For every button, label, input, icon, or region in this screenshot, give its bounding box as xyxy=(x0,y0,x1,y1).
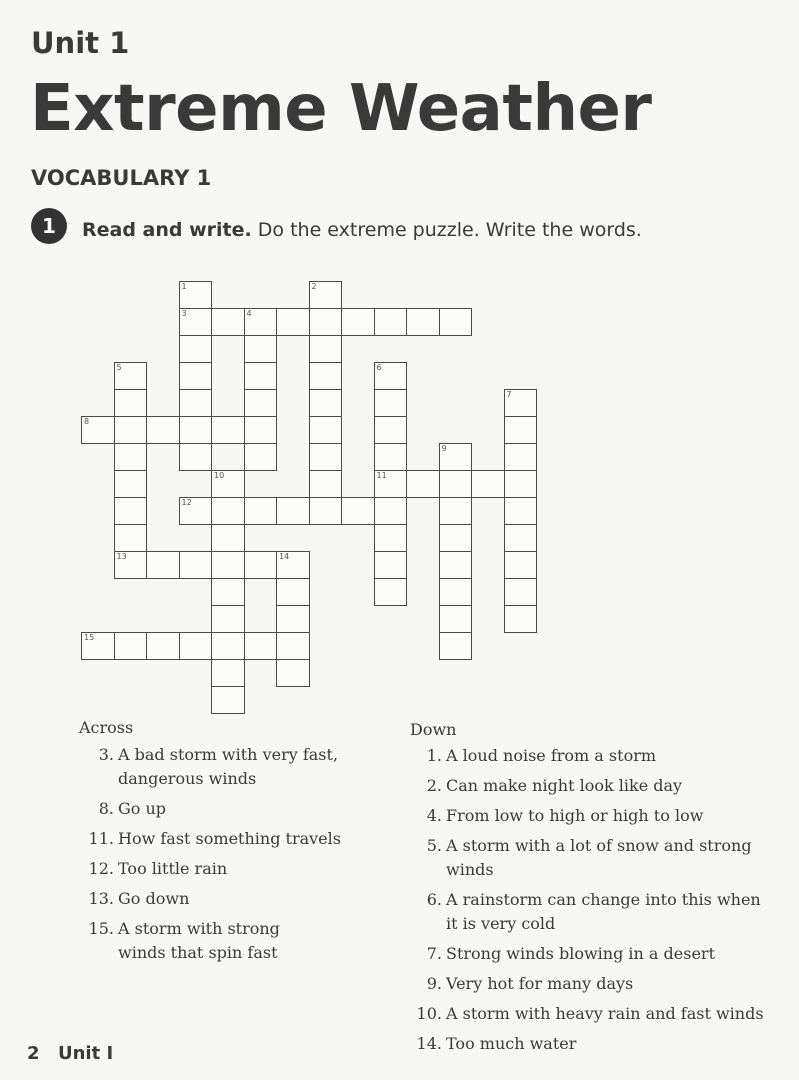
crossword-cell[interactable] xyxy=(504,443,538,471)
crossword-cell[interactable] xyxy=(439,551,473,579)
clue-text: A loud noise from a storm xyxy=(446,746,657,765)
crossword-cell[interactable] xyxy=(406,470,440,498)
crossword-cell[interactable] xyxy=(374,389,408,417)
crossword-cell[interactable] xyxy=(276,578,310,606)
clue-text: Too little rain xyxy=(118,859,228,878)
crossword-cell[interactable] xyxy=(309,308,343,336)
clue-number: 11. xyxy=(88,829,114,848)
crossword-cell[interactable] xyxy=(146,632,180,660)
instruction-text: Do the extreme puzzle. Write the words. xyxy=(251,219,642,241)
crossword-cell[interactable] xyxy=(114,416,148,444)
cell-number: 15 xyxy=(84,633,95,642)
cell-number: 9 xyxy=(441,444,447,453)
cell-number: 12 xyxy=(181,498,192,507)
cell-number: 10 xyxy=(214,471,225,480)
crossword-cell[interactable] xyxy=(211,605,245,633)
crossword-cell[interactable] xyxy=(374,524,408,552)
clue-text: winds that spin fast xyxy=(118,943,278,962)
crossword-cell[interactable] xyxy=(309,389,343,417)
crossword-cell[interactable] xyxy=(374,578,408,606)
crossword-cell[interactable] xyxy=(309,443,343,471)
crossword-cell[interactable] xyxy=(374,497,408,525)
crossword-cell[interactable] xyxy=(439,470,473,498)
cell-number: 4 xyxy=(246,309,252,318)
crossword-cell[interactable] xyxy=(471,470,505,498)
crossword-cell[interactable] xyxy=(439,605,473,633)
clue-number: 5. xyxy=(426,836,442,855)
clue-number: 6. xyxy=(426,890,442,909)
clue-number: 12. xyxy=(88,859,114,878)
crossword-cell[interactable] xyxy=(179,335,213,363)
crossword-cell[interactable] xyxy=(439,497,473,525)
crossword-cell[interactable] xyxy=(504,470,538,498)
crossword-cell[interactable] xyxy=(244,497,278,525)
crossword-cell[interactable] xyxy=(309,335,343,363)
crossword-cell[interactable] xyxy=(309,362,343,390)
crossword-cell[interactable] xyxy=(179,416,213,444)
cell-number: 14 xyxy=(279,552,290,561)
crossword-cell[interactable] xyxy=(114,632,148,660)
clue-text: How fast something travels xyxy=(118,829,341,848)
cell-number: 2 xyxy=(311,282,317,291)
clue-number: 9. xyxy=(426,974,442,993)
crossword-cell[interactable] xyxy=(244,362,278,390)
crossword-cell[interactable] xyxy=(504,578,538,606)
crossword-cell[interactable] xyxy=(439,524,473,552)
crossword-cell[interactable] xyxy=(504,605,538,633)
crossword-cell[interactable] xyxy=(439,308,473,336)
crossword-cell[interactable] xyxy=(211,551,245,579)
clue-number: 10. xyxy=(416,1004,442,1023)
cell-number: 7 xyxy=(506,390,512,399)
crossword-cell[interactable] xyxy=(211,659,245,687)
crossword-cell[interactable] xyxy=(211,497,245,525)
cell-number: 1 xyxy=(181,282,187,291)
cell-number: 13 xyxy=(116,552,127,561)
crossword-cell[interactable] xyxy=(276,659,310,687)
crossword-cell[interactable] xyxy=(179,389,213,417)
crossword-cell[interactable] xyxy=(179,443,213,471)
crossword-cell[interactable] xyxy=(211,578,245,606)
crossword-cell[interactable] xyxy=(211,632,245,660)
cell-number: 11 xyxy=(376,471,387,480)
crossword-cell[interactable] xyxy=(504,497,538,525)
crossword-cell[interactable] xyxy=(341,497,375,525)
crossword-cell[interactable] xyxy=(179,362,213,390)
instruction-bold: Read and write. xyxy=(82,219,252,241)
crossword-cell[interactable] xyxy=(309,470,343,498)
crossword-cell[interactable] xyxy=(276,632,310,660)
page-title: Extreme Weather xyxy=(30,72,652,146)
clue-number: 7. xyxy=(426,944,442,963)
footer-unit-label: Unit I xyxy=(58,1043,114,1064)
across-heading: Across xyxy=(79,718,134,737)
crossword-cell[interactable] xyxy=(179,551,213,579)
crossword-cell[interactable] xyxy=(146,551,180,579)
crossword-cell[interactable] xyxy=(504,416,538,444)
clue-text: A rainstorm can change into this when xyxy=(446,890,761,909)
clue-text: A storm with a lot of snow and strong xyxy=(446,836,752,855)
clue-text: dangerous winds xyxy=(118,769,257,788)
crossword-cell[interactable] xyxy=(276,497,310,525)
crossword-cell[interactable] xyxy=(114,497,148,525)
unit-label: Unit 1 xyxy=(31,26,130,60)
crossword-cell[interactable] xyxy=(146,416,180,444)
crossword-cell[interactable] xyxy=(244,443,278,471)
crossword-cell[interactable] xyxy=(244,551,278,579)
clue-text: Can make night look like day xyxy=(446,776,683,795)
clue-number: 4. xyxy=(426,806,442,825)
clue-text: Go up xyxy=(118,799,167,818)
crossword-cell[interactable] xyxy=(244,335,278,363)
cell-number: 6 xyxy=(376,363,382,372)
crossword-cell[interactable] xyxy=(374,443,408,471)
crossword-cell[interactable] xyxy=(406,308,440,336)
clue-text: Go down xyxy=(118,889,190,908)
clue-text: Too much water xyxy=(446,1034,577,1053)
crossword-cell[interactable] xyxy=(211,686,245,714)
crossword-cell[interactable] xyxy=(211,308,245,336)
clue-number: 13. xyxy=(88,889,114,908)
crossword-cell[interactable] xyxy=(211,416,245,444)
crossword-cell[interactable] xyxy=(439,578,473,606)
clue-text: A storm with strong xyxy=(118,919,280,938)
crossword-cell[interactable] xyxy=(504,551,538,579)
page-number: 2 xyxy=(27,1043,40,1064)
crossword-cell[interactable] xyxy=(309,416,343,444)
crossword-cell[interactable] xyxy=(114,470,148,498)
crossword-cell[interactable] xyxy=(341,308,375,336)
crossword-cell[interactable] xyxy=(211,524,245,552)
crossword-cell[interactable] xyxy=(244,416,278,444)
cell-number: 3 xyxy=(181,309,187,318)
clue-number: 8. xyxy=(98,799,114,818)
crossword-cell[interactable] xyxy=(179,632,213,660)
clue-text: Strong winds blowing in a desert xyxy=(446,944,715,963)
crossword-cell[interactable] xyxy=(244,632,278,660)
clue-text: From low to high or high to low xyxy=(446,806,704,825)
clue-number: 15. xyxy=(88,919,114,938)
crossword-cell[interactable] xyxy=(374,416,408,444)
clue-number: 14. xyxy=(416,1034,442,1053)
clue-text: winds xyxy=(446,860,494,879)
clue-text: A storm with heavy rain and fast winds xyxy=(446,1004,764,1023)
crossword-cell[interactable] xyxy=(309,497,343,525)
crossword-cell[interactable] xyxy=(504,524,538,552)
exercise-number-badge: 1 xyxy=(31,208,67,244)
clue-text: A bad storm with very fast, xyxy=(118,745,339,764)
section-title: VOCABULARY 1 xyxy=(31,166,212,190)
crossword-cell[interactable] xyxy=(114,389,148,417)
crossword-cell[interactable] xyxy=(439,632,473,660)
crossword-cell[interactable] xyxy=(374,551,408,579)
clue-number: 2. xyxy=(426,776,442,795)
clue-text: it is very cold xyxy=(446,914,556,933)
crossword-cell[interactable] xyxy=(244,389,278,417)
down-heading: Down xyxy=(410,720,457,739)
crossword-cell[interactable] xyxy=(276,605,310,633)
crossword-cell[interactable] xyxy=(374,308,408,336)
clue-text: Very hot for many days xyxy=(446,974,634,993)
clue-number: 1. xyxy=(426,746,442,765)
crossword-cell[interactable] xyxy=(276,308,310,336)
cell-number: 8 xyxy=(84,417,90,426)
cell-number: 5 xyxy=(116,363,122,372)
crossword-cell[interactable] xyxy=(114,524,148,552)
crossword-cell[interactable] xyxy=(114,443,148,471)
clue-number: 3. xyxy=(98,745,114,764)
